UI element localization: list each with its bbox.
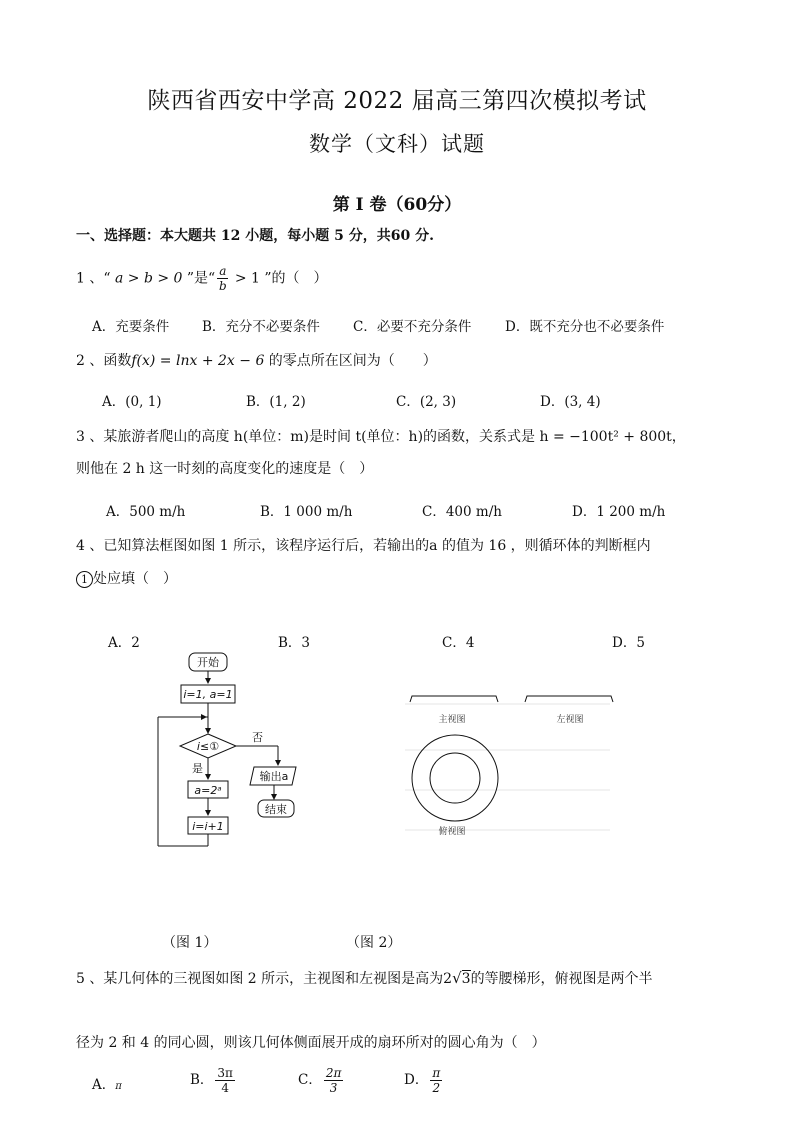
outer-circle (412, 735, 498, 821)
section-heading: 一、选择题：本大题共 12 小题，每小题 5 分，共60 分. (76, 228, 434, 244)
q5-line-1b: 的等腰梯形，俯视图是两个半 (470, 971, 653, 987)
q5-b-numerator: 3π (217, 1066, 233, 1080)
question-5-line-2: 径为 2 和 4 的同心圆，则该几何体侧面展开成的扇环所对的圆心角为（ ） (76, 1035, 546, 1051)
q1-mid: ”是“ (182, 270, 216, 287)
q3-option-d: D．1 200 m/h (572, 504, 666, 520)
q4-option-a: A．2 (108, 635, 140, 651)
q2-option-c: C．(2, 3) (396, 394, 457, 410)
q1-option-a: A．充要条件 (92, 319, 170, 335)
q5-option-a-label: A． (92, 1077, 116, 1093)
volume-heading: 第 I 卷（60分） (332, 195, 462, 215)
q5-option-b-fraction (215, 1066, 235, 1095)
q1-fraction (217, 264, 228, 293)
q5-option-d (404, 1066, 444, 1095)
q4-line-2-text: 处应填（ ） (93, 571, 177, 587)
figure-2-caption: （图 2） (346, 935, 402, 951)
q5-option-c-label: C． (298, 1072, 322, 1088)
q1-prefix: 1 、“ (76, 270, 115, 287)
top-view-label: 俯视图 (438, 827, 466, 837)
three-views-figure (400, 690, 630, 850)
q5-option-d-label: D． (404, 1072, 429, 1088)
sqrt-symbol: √ (452, 969, 462, 987)
front-view-label: 主视图 (438, 715, 466, 725)
q1-tail: > 1 ”的（ ） (230, 270, 328, 287)
q3-option-a: A．500 m/h (106, 504, 186, 520)
q5-option-c-fraction (324, 1066, 344, 1095)
q1-option-b: B．充分不必要条件 (202, 319, 320, 335)
figure-1-caption: （图 1） (162, 935, 218, 951)
question-4-line-2 (76, 568, 177, 588)
q5-option-b-label: B． (190, 1072, 214, 1088)
q1-numerator: a (219, 264, 227, 278)
assign-label: a=2ᵃ (194, 784, 222, 797)
q2-option-a: A．(0, 1) (102, 394, 162, 410)
question-5-line-1 (76, 968, 653, 988)
circled-one: 1 (76, 571, 93, 588)
q4-option-b: B．3 (278, 635, 311, 651)
q5-sqrt-value: 3 (461, 971, 471, 987)
q5-c-numerator: 2π (325, 1066, 342, 1080)
q1-condition: a > b > 0 (114, 270, 183, 287)
output-label: 输出a (259, 770, 289, 783)
end-label: 结束 (265, 803, 287, 816)
yes-label: 是 (192, 762, 203, 775)
side-view-trapezoid (525, 696, 613, 702)
q5-d-denominator: 2 (432, 1081, 441, 1095)
question-4-line-1: 4 、已知算法框图如图 1 所示，该程序运行后，若输出的a 的值为 16 ，则循环体的判断框内 (76, 538, 651, 554)
q1-option-d: D．既不充分也不必要条件 (505, 319, 665, 335)
question-3-line-2: 则他在 2 h 这一时刻的高度变化的速度是（ ） (76, 461, 374, 477)
q2-function: f(x) = lnx + 2x − 6 (131, 353, 265, 369)
q2-option-d: D．(3, 4) (540, 394, 601, 410)
init-label: i=1, a=1 (183, 688, 233, 701)
q1-option-c: C．必要不充分条件 (353, 319, 472, 335)
start-label: 开始 (197, 656, 219, 669)
q2-tail: 的零点所在区间为（ ） (264, 353, 437, 369)
q5-option-a-value: π (115, 1081, 122, 1092)
q5-option-c (298, 1066, 345, 1095)
q4-option-d: D．5 (612, 635, 645, 651)
q5-line-1a: 5 、某几何体的三视图如图 2 所示，主视图和左视图是高为2 (76, 971, 453, 987)
inner-circle (430, 753, 480, 803)
exam-subtitle: 数学（文科）试题 (309, 132, 485, 156)
exam-title: 陕西省西安中学高 2022 届高三第四次模拟考试 (147, 88, 647, 114)
question-1 (76, 264, 328, 293)
q3-option-c: C．400 m/h (422, 504, 502, 520)
q5-d-numerator: π (432, 1066, 441, 1080)
front-view-trapezoid (410, 696, 498, 702)
q2-option-b: B．(1, 2) (246, 394, 306, 410)
q4-option-c: C．4 (442, 635, 475, 651)
flowchart-figure (150, 645, 300, 855)
q2-prefix: 2 、函数 (76, 353, 132, 369)
q3-option-b: B．1 000 m/h (260, 504, 353, 520)
side-view-label: 左视图 (556, 715, 584, 725)
q1-denominator: b (218, 279, 227, 293)
q5-option-a (92, 1073, 122, 1093)
condition-label: i≤① (196, 740, 220, 753)
q5-option-b (190, 1066, 237, 1095)
question-3-line-1: 3 、某旅游者爬山的高度 h(单位：m)是时间 t(单位：h)的函数，关系式是 h = −100t² + 800t， (76, 429, 686, 445)
increment-label: i=i+1 (192, 820, 224, 833)
question-2 (76, 350, 437, 370)
q5-c-denominator: 3 (329, 1081, 338, 1095)
q5-option-d-fraction (430, 1066, 442, 1095)
no-label: 否 (252, 731, 263, 744)
q5-b-denominator: 4 (221, 1081, 229, 1095)
